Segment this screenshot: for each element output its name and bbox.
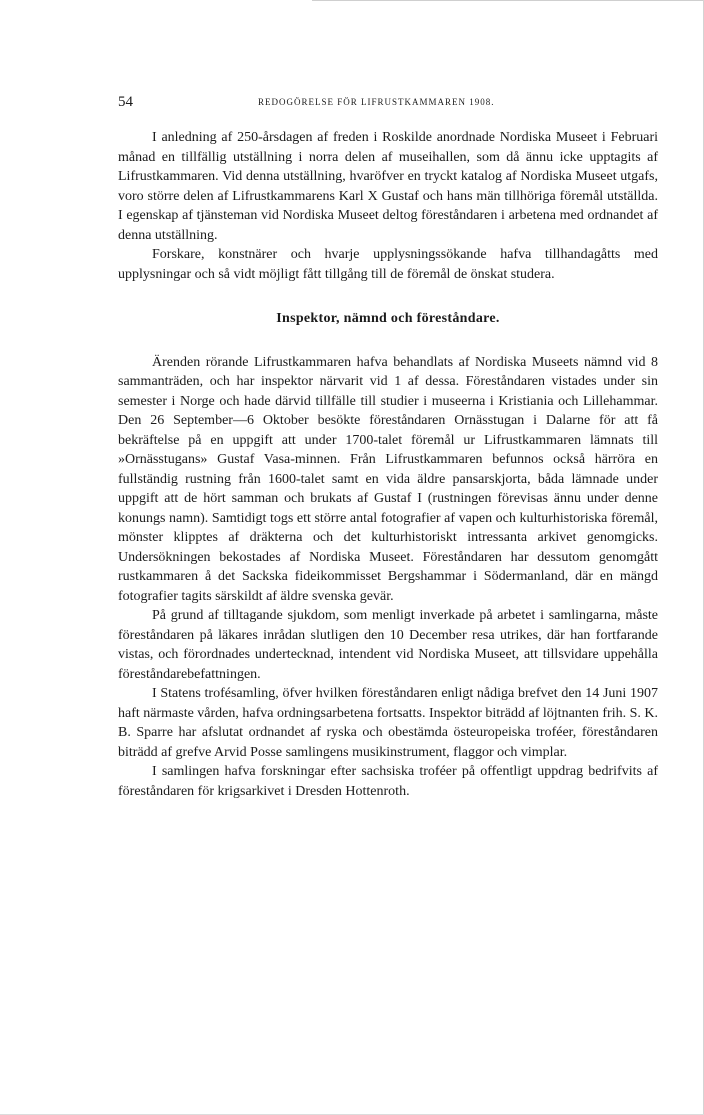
paragraph: I samlingen hafva forskningar efter sachsiska troféer på offentligt uppdrag bedrifvits af föreståndaren för krigsarkivet i Dresden Hottenroth. <box>118 764 658 799</box>
running-head <box>118 94 658 114</box>
scan-edge-top <box>312 0 704 1</box>
section-heading: Inspektor, nämnd och föreståndare. <box>276 311 500 326</box>
paragraph: Forskare, konstnärer och hvarje upplysningssökande hafva tillhandagåtts med upplysningar och så vidt möjligt fått tillgång till de föremål de önskat studera. <box>118 247 658 282</box>
body-text <box>118 128 658 801</box>
page-number: 54 <box>118 94 133 110</box>
paragraph: På grund af tilltagande sjukdom, som menligt inverkade på arbetet i samlingarna, måste föreståndaren på läkares inrådan slutligen den 10 December resa utrikes, där han fortfarande vistas, och förordnades undertecknad, intendent vid Nordiska Museet, att tillsvidare uppehålla föreståndarebefattningen. <box>118 608 658 682</box>
paragraph: Ärenden rörande Lifrustkammaren hafva behandlats af Nordiska Museets nämnd vid 8 sammanträden, och har inspektor närvarit vid 1 af dessa. Föreståndaren vistades under sin semester i Norge och hade därvid tillfälle till studier i museerna i Kristiania och Lillehammar. Den 26 September—6 Oktober besökte föreståndaren Ornässtugan i Dalarne för att få bekräftelse på en uppgift att under 1700-talet föremål ur Lifrustkammaren lämnats till »Ornässtugans» Gustaf Vasa-minnen. Från Lifrustkammaren befunnos också härröra en fullständig rustning från 1600-talet samt en vida äldre pansarskjorta, båda lämnade under uppgift att de hört samman och brukats af Gustaf I (rustningen förevisas ännu under denne konungs namn). Samtidigt togs ett större antal fotografier af vapen och kulturhistoriska föremål, mönster klipptes af dräkterna och det kulturhistoriskt intressanta arkivet genomgicks. Undersökningen bekostades af Nordiska Museet. Föreståndaren har dessutom genomgått rustkammaren å det Sackska fideikommisset Bergshammar i Södermanland, där en mängd fotografier tagits särskildt af äldre svenska gevär. <box>118 354 658 604</box>
paragraph: I anledning af 250-årsdagen af freden i Roskilde anordnade Nordiska Museet i Februari månad en tillfällig utställning i norra delen af museihallen, som då ännu icke upptagits af Lifrustkammaren. Vid denna utställning, hvaröfver en tryckt katalog af Nordiska Museet utgafs, voro större delen af Lifrustkammarens Karl X Gustaf och hans män tillhöriga föremål utställda. I egenskap af tjänsteman vid Nordiska Museet deltog föreståndaren i arbetena med ordnandet af denna utställning. <box>118 130 658 243</box>
running-title: REDOGÖRELSE FÖR LIFRUSTKAMMAREN 1908. <box>258 97 495 107</box>
paragraph: I Statens trofésamling, öfver hvilken föreståndaren enligt nådiga brefvet den 14 Juni 1907 haft närmaste vården, hafva ordningsarbetena fortsatts. Inspektor biträdd af löjtnanten frih. S. K. B. Sparre har afslutat ordnandet af ryska och obestämda östeuropeiska troféer, föreståndaren biträdd af grefve Arvid Posse samlingens musikinstrument, flaggor och vimplar. <box>118 686 658 760</box>
